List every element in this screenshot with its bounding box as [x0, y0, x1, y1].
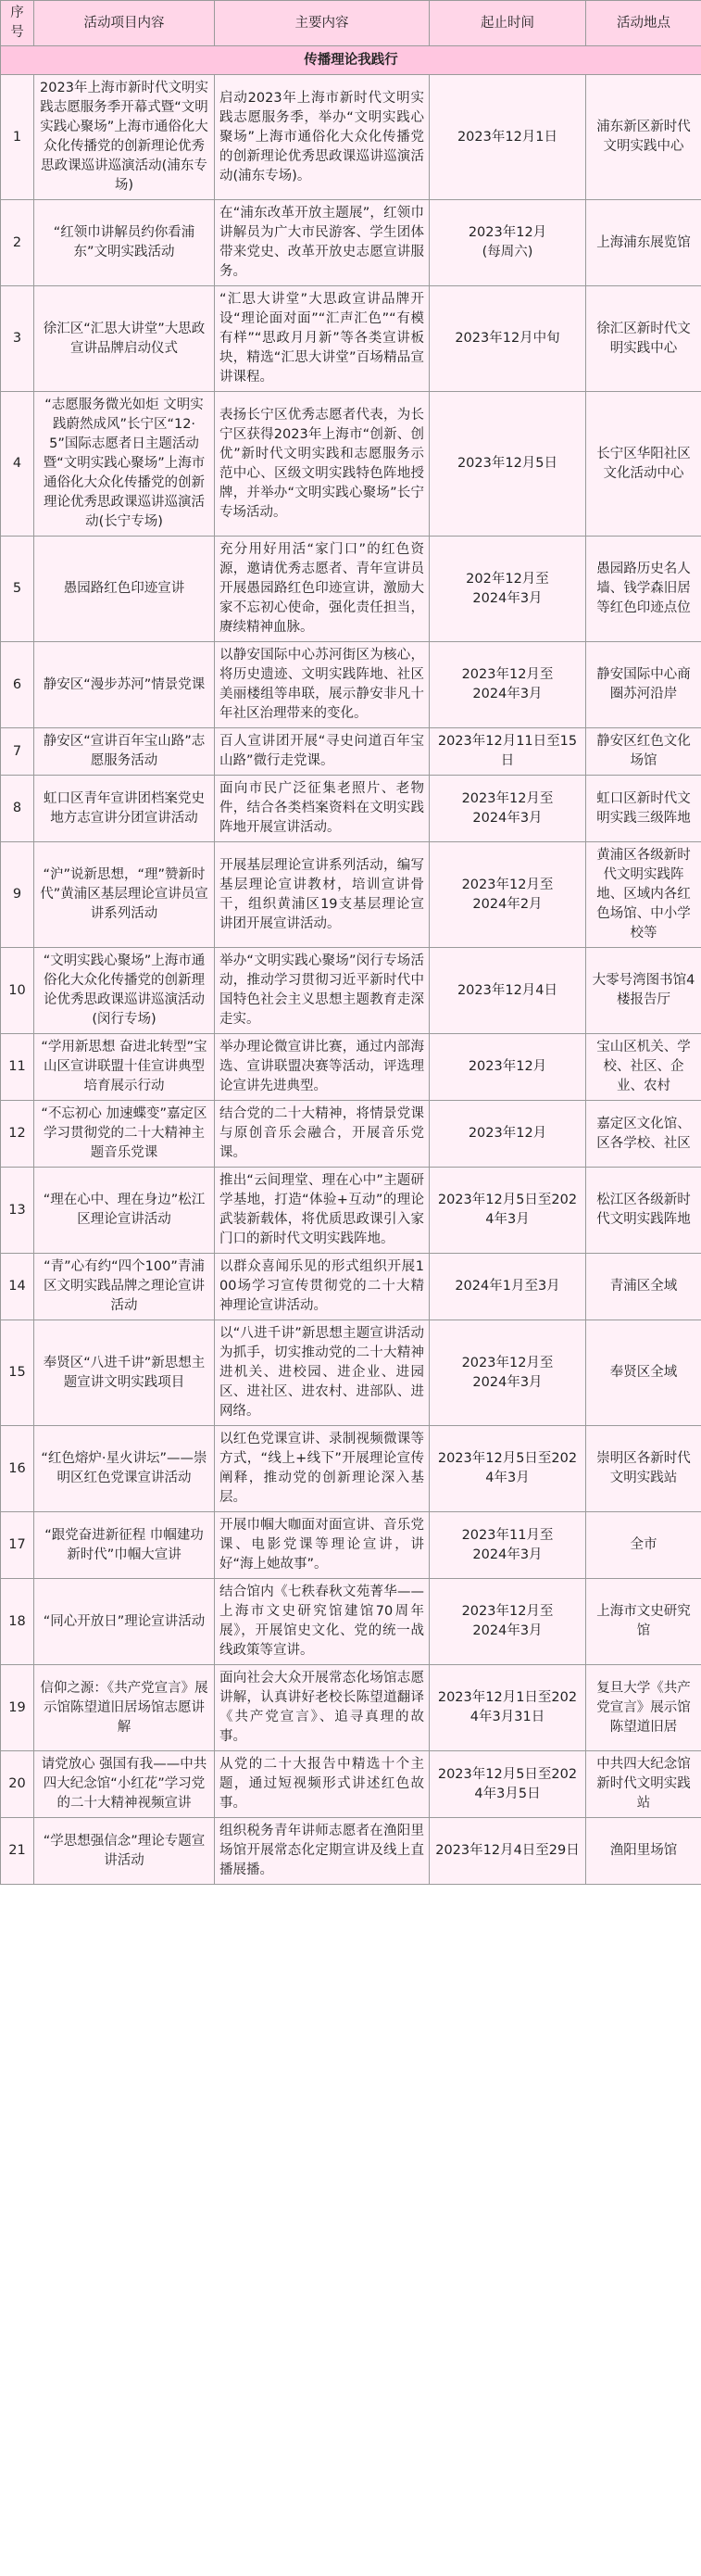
cell-desc: 从党的二十大报告中精选十个主题，通过短视频形式讲述红色故事。 — [215, 1751, 430, 1818]
cell-desc: 启动2023年上海市新时代文明实践志愿服务季，举办“文明实践心聚场”上海市通俗化大众化传播党的创新理论优秀思政课巡讲巡演活动(浦东专场)。 — [215, 75, 430, 200]
table-row — [1, 1168, 701, 1254]
header-name: 活动项目内容 — [34, 1, 215, 46]
cell-place: 大零号湾图书馆4楼报告厅 — [586, 948, 701, 1034]
table-row — [1, 1751, 701, 1818]
cell-num: 5 — [1, 537, 34, 642]
cell-num: 16 — [1, 1426, 34, 1512]
table-row — [1, 1818, 701, 1885]
cell-desc: 开展巾帼大咖面对面宣讲、音乐党课、电影党课等理论宣讲，讲好“海上她故事”。 — [215, 1512, 430, 1579]
cell-place: 渔阳里场馆 — [586, 1818, 701, 1885]
cell-place: 黄浦区各级新时代文明实践阵地、区域内各红色场馆、中小学校等 — [586, 842, 701, 948]
cell-desc: 举办“文明实践心聚场”闵行专场活动，推动学习贯彻习近平新时代中国特色社会主义思想主题教育走深走实。 — [215, 948, 430, 1034]
cell-name: “学思想强信念”理论专题宣讲活动 — [34, 1818, 215, 1885]
cell-desc: 面向市民广泛征集老照片、老物件，结合各类档案资料在文明实践阵地开展宣讲活动。 — [215, 776, 430, 842]
cell-desc: 面向社会大众开展常态化场馆志愿讲解，认真讲好老校长陈望道翻译《共产党宣言》、追寻真理的故事。 — [215, 1665, 430, 1751]
cell-name: “理在心中、理在身边”松江区理论宣讲活动 — [34, 1168, 215, 1254]
cell-time: 2023年12月5日至2024年3月5日 — [430, 1751, 586, 1818]
table-row — [1, 1254, 701, 1320]
cell-time: 2023年12月11日至15日 — [430, 728, 586, 776]
table-row — [1, 776, 701, 842]
cell-num: 14 — [1, 1254, 34, 1320]
cell-time: 2023年12月 — [430, 1034, 586, 1101]
cell-num: 4 — [1, 392, 34, 537]
table-row — [1, 537, 701, 642]
cell-name: “跟党奋进新征程 巾帼建功新时代”巾帼大宣讲 — [34, 1512, 215, 1579]
cell-time: 2023年12月1日 — [430, 75, 586, 200]
cell-name: 静安区“漫步苏河”情景党课 — [34, 642, 215, 728]
header-place: 活动地点 — [586, 1, 701, 46]
cell-desc: “汇思大讲堂”大思政宣讲品牌开设“理论面对面”“汇声汇色”“有模有样”“思政月月新”等各类宣讲板块，精选“汇思大讲堂”百场精品宣讲课程。 — [215, 286, 430, 392]
cell-name: “不忘初心 加速蝶变”嘉定区学习贯彻党的二十大精神主题音乐党课 — [34, 1101, 215, 1168]
cell-num: 11 — [1, 1034, 34, 1101]
cell-desc: 结合馆内《七秩春秋文苑菁华——上海市文史研究馆建馆70周年展》，开展馆史文化、党的统一战线政策等宣讲。 — [215, 1579, 430, 1665]
table-row — [1, 1101, 701, 1168]
cell-time: 2023年12月中旬 — [430, 286, 586, 392]
cell-name: 2023年上海市新时代文明实践志愿服务季开幕式暨“文明实践心聚场”上海市通俗化大众化传播党的创新理论优秀思政课巡讲巡演活动(浦东专场) — [34, 75, 215, 200]
cell-place: 全市 — [586, 1512, 701, 1579]
cell-time: 2023年12月至 2024年2月 — [430, 842, 586, 948]
cell-place: 静安国际中心商圈苏河沿岸 — [586, 642, 701, 728]
table-row — [1, 1579, 701, 1665]
cell-time: 2023年12月4日至29日 — [430, 1818, 586, 1885]
cell-num: 15 — [1, 1320, 34, 1426]
cell-place: 嘉定区文化馆、区各学校、社区 — [586, 1101, 701, 1168]
table-row — [1, 392, 701, 537]
cell-name: “青”心有约“四个100”青浦区文明实践品牌之理论宣讲活动 — [34, 1254, 215, 1320]
table-row — [1, 728, 701, 776]
section-title: 传播理论我践行 — [1, 46, 701, 75]
table-row — [1, 75, 701, 200]
table-row — [1, 1320, 701, 1426]
table-row — [1, 1665, 701, 1751]
cell-time: 2023年12月4日 — [430, 948, 586, 1034]
cell-desc: 以“八进千讲”新思想主题宣讲活动为抓手，切实推动党的二十大精神进机关、进校园、进企业、进园区、进社区、进农村、进部队、进网络。 — [215, 1320, 430, 1426]
cell-place: 静安区红色文化场馆 — [586, 728, 701, 776]
cell-num: 17 — [1, 1512, 34, 1579]
cell-desc: 组织税务青年讲师志愿者在渔阳里场馆开展常态化定期宣讲及线上直播展播。 — [215, 1818, 430, 1885]
cell-desc: 开展基层理论宣讲系列活动，编写基层理论宣讲教材，培训宣讲骨干，组织黄浦区19支基层理论宣讲团开展宣讲活动。 — [215, 842, 430, 948]
table-row — [1, 842, 701, 948]
cell-desc: 在“浦东改革开放主题展”，红领巾讲解员为广大市民游客、学生团体带来党史、改革开放史志愿宣讲服务。 — [215, 200, 430, 286]
cell-time: 202年12月至 2024年3月 — [430, 537, 586, 642]
cell-time: 2023年12月1日至2024年3月31日 — [430, 1665, 586, 1751]
cell-name: “学用新思想 奋进北转型”宝山区宣讲联盟十佳宣讲典型培育展示行动 — [34, 1034, 215, 1101]
table-row — [1, 200, 701, 286]
cell-num: 13 — [1, 1168, 34, 1254]
cell-place: 长宁区华阳社区文化活动中心 — [586, 392, 701, 537]
table-row — [1, 286, 701, 392]
cell-desc: 以群众喜闻乐见的形式组织开展100场学习宣传贯彻党的二十大精神理论宣讲活动。 — [215, 1254, 430, 1320]
cell-time: 2023年11月至 2024年3月 — [430, 1512, 586, 1579]
table-row — [1, 948, 701, 1034]
header-num: 序号 — [1, 1, 34, 46]
cell-num: 8 — [1, 776, 34, 842]
cell-time: 2023年12月至 2024年3月 — [430, 642, 586, 728]
cell-desc: 表扬长宁区优秀志愿者代表，为长宁区获得2023年上海市“创新、创优”新时代文明实践和志愿服务示范中心、区级文明实践特色阵地授牌，并举办“文明实践心聚场”长宁专场活动。 — [215, 392, 430, 537]
cell-num: 7 — [1, 728, 34, 776]
cell-desc: 结合党的二十大精神，将情景党课与原创音乐会融合，开展音乐党课。 — [215, 1101, 430, 1168]
cell-desc: 推出“云间理堂、理在心中”主题研学基地，打造“体验+互动”的理论武装新载体，将优质思政课引入家门口的新时代文明实践阵地。 — [215, 1168, 430, 1254]
cell-name: “红领巾讲解员约你看浦东”文明实践活动 — [34, 200, 215, 286]
cell-num: 9 — [1, 842, 34, 948]
cell-place: 宝山区机关、学校、社区、企业、农村 — [586, 1034, 701, 1101]
cell-time: 2023年12月 (每周六) — [430, 200, 586, 286]
cell-desc: 以红色党课宣讲、录制视频微课等方式，“线上+线下”开展理论宣传阐释，推动党的创新理论深入基层。 — [215, 1426, 430, 1512]
cell-time: 2023年12月至 2024年3月 — [430, 1320, 586, 1426]
table-row — [1, 1512, 701, 1579]
cell-time: 2023年12月5日 — [430, 392, 586, 537]
cell-desc: 举办理论微宣讲比赛，通过内部海选、宣讲联盟决赛等活动，评选理论宣讲先进典型。 — [215, 1034, 430, 1101]
table-row — [1, 642, 701, 728]
cell-place: 复旦大学《共产党宣言》展示馆陈望道旧居 — [586, 1665, 701, 1751]
cell-num: 18 — [1, 1579, 34, 1665]
header-time: 起止时间 — [430, 1, 586, 46]
cell-name: 静安区“宣讲百年宝山路”志愿服务活动 — [34, 728, 215, 776]
cell-num: 3 — [1, 286, 34, 392]
cell-name: 奉贤区“八进千讲”新思想主题宣讲文明实践项目 — [34, 1320, 215, 1426]
cell-time: 2023年12月5日至2024年3月 — [430, 1168, 586, 1254]
cell-place: 上海市文史研究馆 — [586, 1579, 701, 1665]
cell-num: 10 — [1, 948, 34, 1034]
cell-num: 19 — [1, 1665, 34, 1751]
table-row — [1, 1426, 701, 1512]
cell-place: 浦东新区新时代文明实践中心 — [586, 75, 701, 200]
cell-name: 徐汇区“汇思大讲堂”大思政宣讲品牌启动仪式 — [34, 286, 215, 392]
table-body — [1, 1, 701, 1885]
cell-time: 2023年12月 — [430, 1101, 586, 1168]
table-row — [1, 1034, 701, 1101]
cell-time: 2023年12月至 2024年3月 — [430, 1579, 586, 1665]
cell-place: 徐汇区新时代文明实践中心 — [586, 286, 701, 392]
cell-name: 虹口区青年宣讲团档案党史地方志宣讲分团宣讲活动 — [34, 776, 215, 842]
cell-num: 21 — [1, 1818, 34, 1885]
cell-time: 2023年12月5日至2024年3月 — [430, 1426, 586, 1512]
header-desc: 主要内容 — [215, 1, 430, 46]
cell-name: “志愿服务微光如炬 文明实践蔚然成风”长宁区“12·5”国际志愿者日主题活动暨“文明实践心聚场”上海市通俗化大众化传播党的创新理论优秀思政课巡讲巡演活动(长宁专场) — [34, 392, 215, 537]
cell-name: 信仰之源：《共产党宣言》展示馆陈望道旧居场馆志愿讲解 — [34, 1665, 215, 1751]
cell-place: 上海浦东展览馆 — [586, 200, 701, 286]
section-row — [1, 46, 701, 75]
cell-desc: 百人宣讲团开展“寻史问道百年宝山路”微行走党课。 — [215, 728, 430, 776]
cell-place: 崇明区各新时代文明实践站 — [586, 1426, 701, 1512]
cell-num: 2 — [1, 200, 34, 286]
cell-name: “文明实践心聚场”上海市通俗化大众化传播党的创新理论优秀思政课巡讲巡演活动(闵行专场) — [34, 948, 215, 1034]
cell-name: “同心开放日”理论宣讲活动 — [34, 1579, 215, 1665]
cell-num: 20 — [1, 1751, 34, 1818]
cell-num: 1 — [1, 75, 34, 200]
cell-name: “沪”说新思想，“理”赞新时代”黄浦区基层理论宣讲员宣讲系列活动 — [34, 842, 215, 948]
cell-place: 虹口区新时代文明实践三级阵地 — [586, 776, 701, 842]
cell-time: 2024年1月至3月 — [430, 1254, 586, 1320]
cell-desc: 充分用好用活“家门口”的红色资源，邀请优秀志愿者、青年宣讲员开展愚园路红色印迹宣讲，激励大家不忘初心使命，强化责任担当，赓续精神血脉。 — [215, 537, 430, 642]
cell-name: 请党放心 强国有我——中共四大纪念馆“小红花”学习党的二十大精神视频宣讲 — [34, 1751, 215, 1818]
cell-time: 2023年12月至 2024年3月 — [430, 776, 586, 842]
cell-num: 6 — [1, 642, 34, 728]
header-row — [1, 1, 701, 46]
cell-name: 愚园路红色印迹宣讲 — [34, 537, 215, 642]
cell-place: 中共四大纪念馆新时代文明实践站 — [586, 1751, 701, 1818]
cell-desc: 以静安国际中心苏河街区为核心，将历史遗迹、文明实践阵地、社区美丽楼组等串联，展示静安非凡十年社区治理带来的变化。 — [215, 642, 430, 728]
cell-place: 愚园路历史名人墙、钱学森旧居等红色印迹点位 — [586, 537, 701, 642]
cell-place: 松江区各级新时代文明实践阵地 — [586, 1168, 701, 1254]
cell-name: “红色熔炉·星火讲坛”——崇明区红色党课宣讲活动 — [34, 1426, 215, 1512]
cell-place: 青浦区全域 — [586, 1254, 701, 1320]
cell-num: 12 — [1, 1101, 34, 1168]
cell-place: 奉贤区全域 — [586, 1320, 701, 1426]
